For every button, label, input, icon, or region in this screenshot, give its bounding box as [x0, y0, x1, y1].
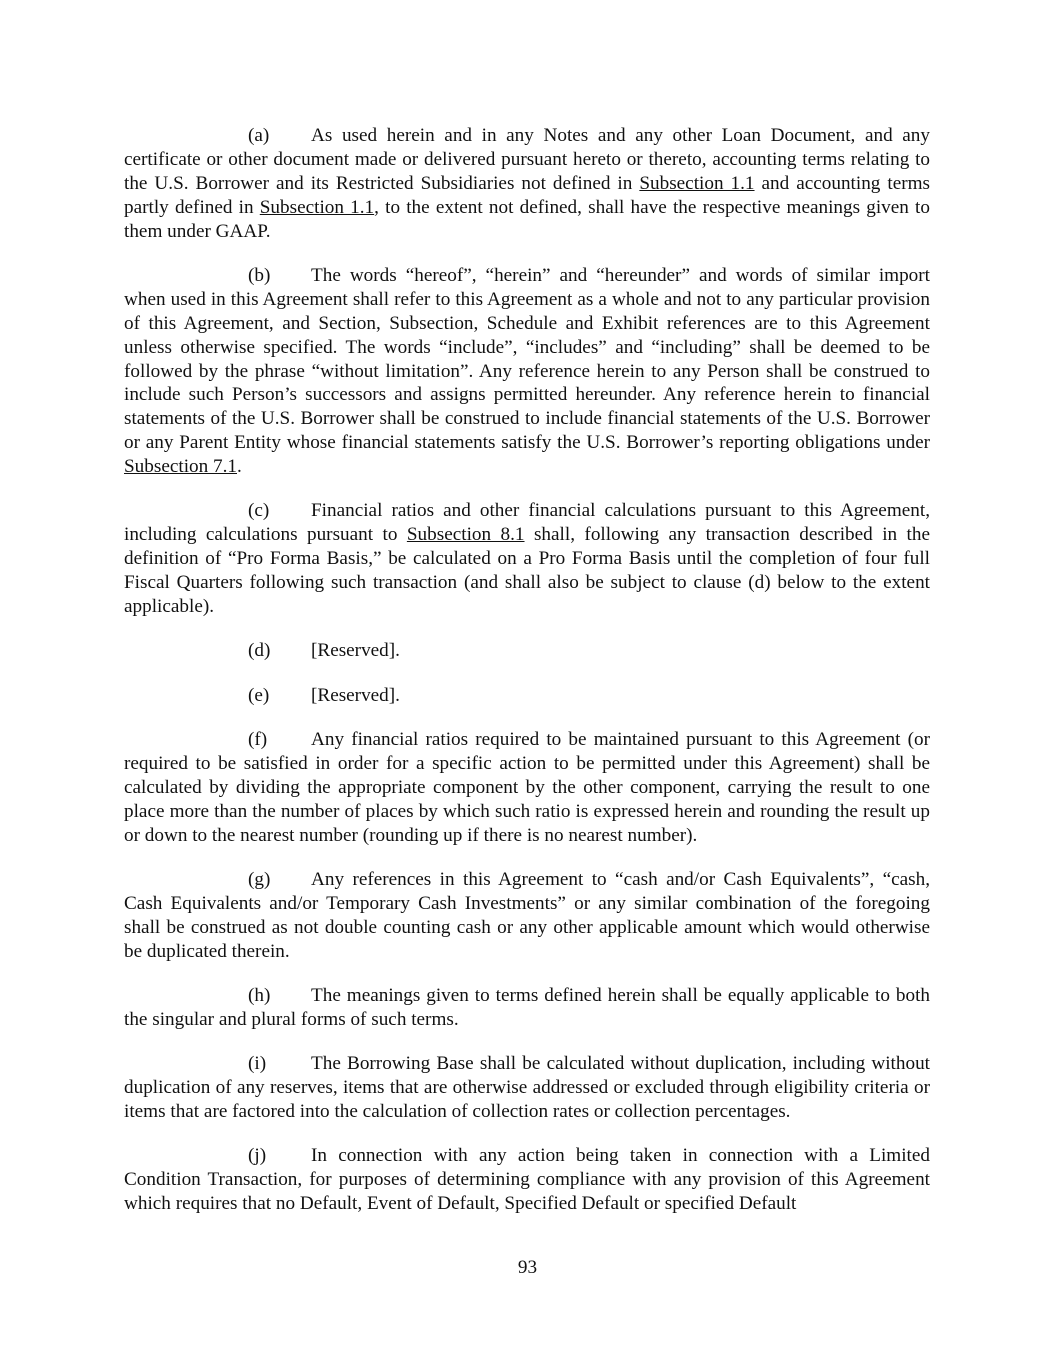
page-number: 93 [517, 1257, 538, 1278]
paragraph-a: (a) As used herein and in any Notes and any other Loan Document, and any certificate or other document made or delivered pursuant hereto or thereto, accounting terms relating to the U.S. Borrower and its Restricted Subsidiaries not defined in Subsection 1.1 and accounting terms partly defined in Subsection 1.1, to the extent not defined, shall have the respective meanings given to them under GAAP. [124, 125, 930, 242]
paragraph-label: (f) [248, 728, 268, 750]
paragraph-label: (b) [248, 264, 271, 286]
paragraph-label: (d) [248, 640, 271, 662]
paragraph-label: (a) [248, 125, 270, 146]
paragraph-f: (f) Any financial ratios required to be maintained pursuant to this Agreement (or required to be satisfied in order for a specific action to be permitted under this Agreement) shall be calculated by dividing the appropriate component by the other component, carrying the result to one place more than the number of places by which such ratio is expressed herein and rounding the result up or down to the nearest number (rounding up if there is no nearest number). [124, 728, 930, 846]
paragraph-d: (d) [Reserved]. [248, 640, 400, 662]
paragraph-j: (j) In connection with any action being taken in connection with a Limited Condition Transaction, for purposes of determining compliance with any provision of this Agreement which requires that no Default, Event of Default, Specified Default or specified Default [124, 1145, 930, 1215]
paragraph-label: (c) [248, 500, 270, 522]
paragraph-label: (j) [248, 1145, 267, 1167]
subsection-reference: Subsection 7.1 [124, 456, 237, 478]
subsection-reference: Subsection 1.1 [259, 196, 375, 218]
paragraph-i: (i) The Borrowing Base shall be calculated without duplication, including without duplication of any reserves, items that are otherwise addressed or excluded through eligibility criteria or items that are factored into the calculation of collection rates or collection percentages. [124, 1053, 930, 1122]
paragraph-b: (b) The words “hereof”, “herein” and “hereunder” and words of similar import when used in this Agreement shall refer to this Agreement as a whole and not to any particular provision of this Agreement, and Section, Subsection, Schedule and Exhibit references are to this Agreement unless otherwise specified. The words “include”, “includes” and “including” shall be deemed to be followed by the phrase “without limitation”. Any reference herein to any Person shall be construed to include such Person’s successors and assigns permitted hereunder. Any reference herein to financial statements of the U.S. Borrower shall be construed to include financial statements of the U.S. Borrower or any Parent Entity whose financial statements satisfy the U.S. Borrower’s reporting obligations under Subsection 7.1. [124, 264, 930, 478]
paragraph-label: (h) [248, 984, 271, 1006]
paragraph-e: (e) [Reserved]. [248, 684, 400, 706]
paragraph-c: (c) Financial ratios and other financial calculations pursuant to this Agreement, including calculations pursuant to Subsection 8.1 shall, following any transaction described in the definition of “Pro Forma Basis,” be calculated on a Pro Forma Basis until the completion of four full Fiscal Quarters following such transaction (and shall also be subject to clause (d) below to the extent applicable). [124, 500, 930, 618]
paragraph-h: (h) The meanings given to terms defined herein shall be equally applicable to both the singular and plural forms of such terms. [124, 984, 930, 1030]
subsection-reference: Subsection 8.1 [406, 524, 525, 546]
paragraph-label: (e) [248, 684, 270, 706]
paragraph-label: (g) [248, 868, 271, 890]
document-body [124, 124, 930, 1236]
subsection-reference: Subsection 1.1 [639, 172, 755, 194]
paragraph-label: (i) [248, 1053, 267, 1075]
paragraph-g: (g) Any references in this Agreement to “cash and/or Cash Equivalents”, “cash, Cash Equivalents and/or Temporary Cash Investments” or any similar combination of the foregoing shall be construed as not double counting cash or any other applicable amount which would otherwise be duplicated therein. [124, 868, 930, 962]
